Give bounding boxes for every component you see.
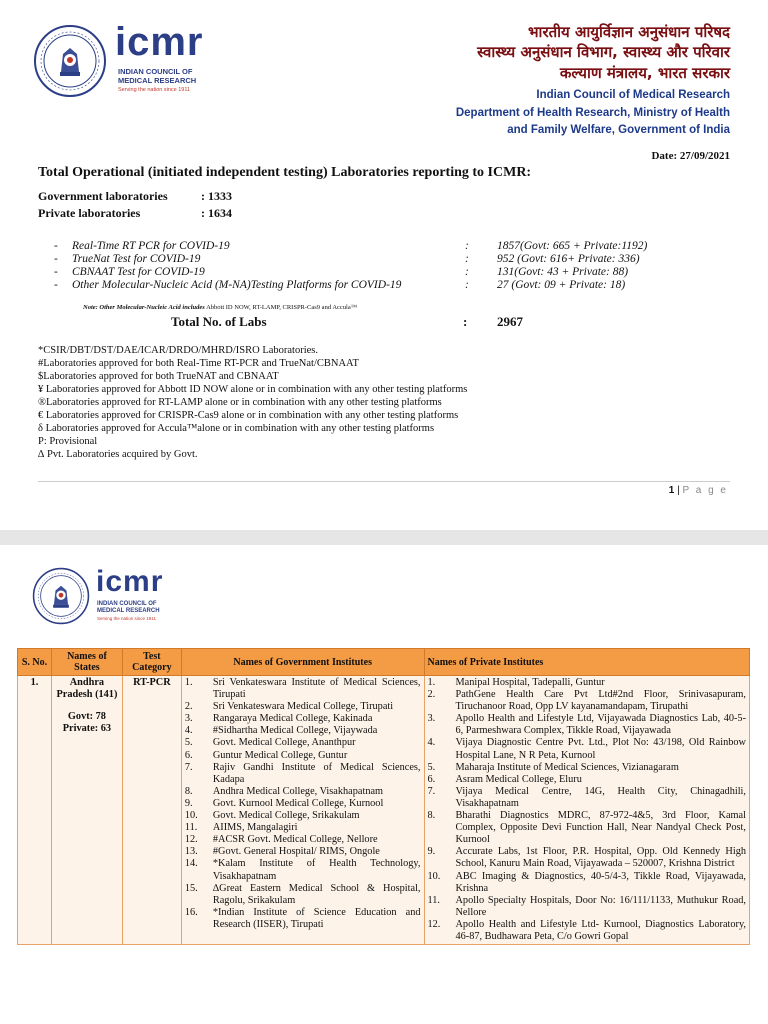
cell-govt-list	[181, 676, 424, 945]
list-item	[428, 713, 747, 737]
test-label: TrueNat Test for COVID-19	[72, 253, 201, 265]
org-tagline: Serving the nation since 1911	[97, 616, 156, 621]
private-lab-count	[38, 206, 232, 221]
list-item-text: Bharathi Diagnostics MDRC, 87-972-4&5, 3rd Floor, Kamal Complex, Opposite Devi Function Hall, Near Nandyal Check Post, Kurnool	[455, 810, 746, 846]
govt-lab-label: Government laboratories	[38, 189, 168, 203]
list-item-number: 9.	[184, 797, 193, 809]
list-item-text: Sri Venkateswara Institute of Medical Sciences, Tirupati	[212, 677, 421, 701]
list-item	[185, 713, 421, 725]
list-item-text: Vijaya Diagnostic Centre Pvt. Ltd., Plot No: 43/198, Old Rainbow Hospital Lane, N R Peta, Kurnool	[455, 737, 746, 761]
eng-line-2: Department of Health Research, Ministry of Health	[455, 107, 730, 119]
list-item-number: 6.	[184, 749, 193, 761]
list-item-number: 14.	[184, 858, 198, 870]
list-item-text: #Sidhartha Medical College, Vijaywada	[212, 725, 378, 737]
list-item	[428, 810, 747, 846]
list-item-text: Guntur Medical College, Guntur	[212, 749, 348, 761]
page-word: P a g e	[682, 485, 728, 496]
list-item-number: 12.	[427, 918, 441, 930]
page-separator: |	[674, 485, 683, 496]
list-item-text: Maharaja Institute of Medical Sciences, Vizianagaram	[455, 761, 679, 773]
cell-category: RT-PCR	[122, 676, 181, 945]
page-number-value: 1	[668, 485, 675, 496]
page-number	[669, 485, 728, 496]
eng-line-1: Indian Council of Medical Research	[536, 89, 730, 101]
col-state: Names of States	[51, 649, 122, 676]
eng-line-3: and Family Welfare, Government of India	[507, 124, 730, 136]
list-item	[185, 798, 421, 810]
table-row	[18, 676, 750, 945]
private-lab-label: Private laboratories	[38, 206, 141, 220]
org-subtitle-1: INDIAN COUNCIL OF	[97, 601, 157, 607]
list-item-number: 3.	[184, 713, 193, 725]
cell-sno: 1.	[18, 676, 52, 945]
list-item	[428, 846, 747, 870]
bullet-dash: -	[54, 279, 58, 291]
table-header-row	[18, 649, 750, 676]
list-item-number: 11.	[184, 822, 198, 834]
colon: :	[465, 253, 469, 265]
govt-lab-count	[38, 189, 232, 204]
hindi-line-3: कल्याण मंत्रालय, भारत सरकार	[559, 64, 730, 82]
list-item	[185, 810, 421, 822]
list-item-text: #Govt. General Hospital/ RIMS, Ongole	[212, 846, 380, 858]
list-item	[185, 701, 421, 713]
list-item-number: 13.	[184, 846, 198, 858]
test-value: 131(Govt: 43 + Private: 88)	[497, 266, 629, 278]
list-item	[428, 762, 747, 774]
test-row-rtpcr	[38, 240, 738, 253]
list-item	[185, 858, 421, 882]
list-item	[185, 822, 421, 834]
test-value: 952 (Govt: 616+ Private: 336)	[497, 253, 640, 265]
list-item-number: 8.	[427, 810, 436, 822]
col-sno: S. No.	[18, 649, 52, 676]
total-label: Total No. of Labs	[171, 314, 267, 329]
test-platform-list	[38, 240, 738, 292]
platform-note	[83, 304, 357, 311]
legend-item: $Laboratories approved for both TrueNAT and CBNAAT	[38, 371, 279, 382]
list-item-number: 10.	[184, 810, 198, 822]
list-item	[185, 786, 421, 798]
test-row-cbnaat	[38, 266, 738, 279]
legend-item: *CSIR/DBT/DST/DAE/ICAR/DRDO/MHRD/ISRO Laboratories.	[38, 345, 319, 356]
note-text: Abbott ID NOW, RT-LAMP, CRISPR-Cas9 and Accula™	[204, 304, 358, 311]
list-item-number: 10.	[427, 870, 441, 882]
list-item	[185, 725, 421, 737]
list-item-number: 5.	[184, 737, 193, 749]
test-label: CBNAAT Test for COVID-19	[72, 266, 205, 278]
list-item	[428, 895, 747, 919]
list-item-text: Accurate Labs, 1st Floor, P.R. Hospital, Opp. Old Kennedy High School, Kanuru Main Road, Vijayawada – 520007, Krishna District	[455, 846, 746, 870]
total-colon: :	[463, 314, 468, 329]
legend-list	[38, 344, 467, 461]
legend-item: € Laboratories approved for CRISPR-Cas9 alone or in combination with any other testing platforms	[38, 410, 459, 421]
list-item-text: #ACSR Govt. Medical College, Nellore	[212, 834, 378, 846]
list-item	[428, 774, 747, 786]
list-item-text: Apollo Specialty Hospitals, Door No: 16/111/1133, Muthukur Road, Nellore	[455, 894, 746, 918]
test-label: Other Molecular-Nucleic Acid (M-NA)Testing Platforms for COVID-19	[72, 279, 402, 291]
list-item-text: Govt. Kurnool Medical College, Kurnool	[212, 797, 384, 809]
legend-item: ∆ Pvt. Laboratories acquired by Govt.	[38, 449, 198, 460]
list-item	[428, 786, 747, 810]
note-bold: Note: Other Molecular-Nucleic Acid includes	[83, 304, 205, 311]
col-govt-institutes: Names of Government Institutes	[181, 649, 424, 676]
govt-lab-value: : 1333	[201, 189, 232, 203]
legend-item: #Laboratories approved for both Real-Time RT-PCR and TrueNat/CBNAAT	[38, 358, 359, 369]
list-item-text: *Kalam Institute of Health Technology, Visakhapatnam	[212, 858, 421, 882]
list-item-text: *Indian Institute of Science Education and Research (IISER), Tirupati	[212, 906, 421, 930]
list-item	[185, 750, 421, 762]
list-item-number: 5.	[427, 761, 436, 773]
list-item-number: 12.	[184, 834, 198, 846]
test-label: Real-Time RT PCR for COVID-19	[72, 240, 230, 252]
cell-state	[51, 676, 122, 945]
list-item-number: 11.	[427, 894, 440, 906]
org-tagline: Serving the nation since 1911	[118, 87, 191, 93]
list-item-number: 8.	[184, 785, 193, 797]
bullet-dash: -	[54, 266, 58, 278]
private-lab-value: : 1634	[201, 206, 232, 220]
govt-institute-list	[185, 677, 421, 931]
list-item-number: 2.	[427, 689, 436, 701]
col-category: Test Category	[122, 649, 181, 676]
list-item-text: Govt. Medical College, Ananthpur	[212, 737, 356, 749]
legend-item: ¥ Laboratories approved for Abbott ID NOW alone or in combination with any other testing platforms	[38, 384, 468, 395]
bullet-dash: -	[54, 253, 58, 265]
test-row-truenat	[38, 253, 738, 266]
list-item	[185, 737, 421, 749]
list-item-text: ABC Imaging & Diagnostics, 40-5/4-3, Tikkle Road, Vijayawada, Krishna	[455, 870, 746, 894]
document-date: Date: 27/09/2021	[651, 150, 730, 162]
list-item	[185, 762, 421, 786]
test-row-mna	[38, 279, 738, 292]
state-name: Andhra Pradesh (141)	[56, 677, 118, 701]
icmr-emblem-icon	[32, 567, 90, 625]
footer-divider	[38, 481, 730, 482]
hindi-line-2: स्वास्थ्य अनुसंधान विभाग, स्वास्थ्य और परिवार	[477, 43, 730, 61]
colon: :	[465, 279, 469, 291]
list-item-number: 4.	[184, 725, 193, 737]
bullet-dash: -	[54, 240, 58, 252]
list-item-number: 9.	[427, 846, 436, 858]
list-item-number: 7.	[427, 785, 436, 797]
list-item	[428, 677, 747, 689]
legend-item: P: Provisional	[38, 436, 98, 447]
list-item-number: 7.	[184, 761, 193, 773]
org-subtitle-2: MEDICAL RESEARCH	[118, 76, 197, 85]
list-item-number: 1.	[184, 677, 193, 688]
total-value: 2967	[497, 314, 523, 329]
list-item-number: 15.	[184, 882, 198, 894]
legend-item: ®Laboratories approved for RT-LAMP alone or in combination with any other testing platforms	[38, 397, 442, 408]
hindi-line-1: भारतीय आयुर्विज्ञान अनुसंधान परिषद	[528, 23, 730, 41]
list-item-text: AIIMS, Mangalagiri	[212, 822, 298, 834]
labs-table	[17, 648, 750, 945]
col-private-institutes: Names of Private Institutes	[424, 649, 750, 676]
list-item-number: 3.	[427, 713, 436, 725]
document-title: Total Operational (initiated independent testing) Laboratories reporting to ICMR:	[38, 165, 532, 180]
list-item-number: 16.	[184, 906, 198, 918]
list-item	[428, 871, 747, 895]
list-item	[185, 677, 421, 701]
list-item-number: 2.	[184, 701, 193, 713]
test-value: 1857(Govt: 665 + Private:1192)	[497, 240, 648, 252]
private-institute-list	[428, 677, 747, 943]
icmr-emblem-icon	[33, 24, 107, 98]
list-item-text: Andhra Medical College, Visakhapatnam	[212, 785, 384, 797]
list-item	[428, 919, 747, 943]
list-item-text: Vijaya Medical Centre, 14G, Health City, Chinagadhili, Visakhapatnam	[455, 785, 746, 809]
list-item-text: Apollo Health and Lifestyle Ltd, Vijayawada Diagnostics Lab, 40-5-6, Parmeshwara Complex, Tikkle Road, Vijayawada	[455, 713, 746, 737]
icmr-wordmark: icmr	[115, 20, 204, 64]
colon: :	[465, 266, 469, 278]
list-item	[185, 907, 421, 931]
icmr-wordmark: icmr	[96, 565, 164, 598]
state-private-count: Private: 63	[62, 723, 112, 735]
list-item-text: Rangaraya Medical College, Kakinada	[212, 713, 373, 725]
list-item-text: Manipal Hospital, Tadepalli, Guntur	[455, 677, 605, 688]
test-value: 27 (Govt: 09 + Private: 18)	[497, 279, 626, 291]
list-item	[428, 689, 747, 713]
list-item-text: PathGene Health Care Pvt Ltd#2nd Floor, Srinivasapuram, Tiruchanoor Road, Opp LV kayanamandapam, Tirupathi	[455, 689, 746, 713]
list-item-text: ∆Great Eastern Medical School & Hospital, Ragolu, Srikakulam	[212, 882, 421, 906]
list-item	[185, 846, 421, 858]
list-item-number: 4.	[427, 737, 436, 749]
list-item-number: 1.	[427, 677, 436, 688]
legend-item: δ Laboratories approved for Accula™alone or in combination with any other testing platforms	[38, 423, 435, 434]
cell-private-list	[424, 676, 750, 945]
list-item-text: Rajiv Gandhi Institute of Medical Sciences, Kadapa	[212, 761, 421, 785]
list-item-text: Apollo Health and Lifestyle Ltd- Kurnool, Diagnostics Laboratory, 46-87, Budhawara Peta, C/o Gowri Gopal	[455, 918, 746, 942]
list-item	[428, 737, 747, 761]
list-item	[185, 883, 421, 907]
org-subtitle-2: MEDICAL RESEARCH	[97, 608, 160, 614]
state-govt-count: Govt: 78	[67, 711, 106, 723]
list-item-number: 6.	[427, 773, 436, 785]
colon: :	[465, 240, 469, 252]
list-item-text: Asram Medical College, Eluru	[455, 773, 582, 785]
org-subtitle-1: INDIAN COUNCIL OF	[118, 67, 193, 76]
list-item	[185, 834, 421, 846]
page-2	[0, 545, 768, 1024]
list-item-text: Sri Venkateswara Medical College, Tirupati	[212, 701, 394, 713]
list-item-text: Govt. Medical College, Srikakulam	[212, 810, 360, 822]
